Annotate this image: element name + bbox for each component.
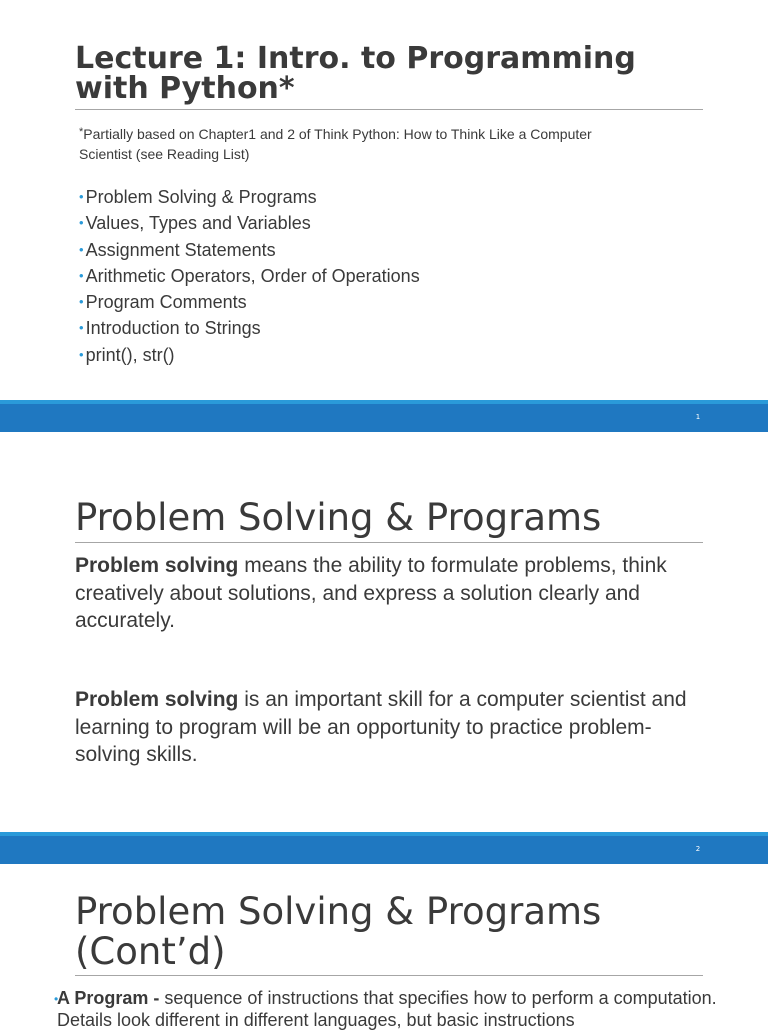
slide-title: Problem Solving & Programs <box>75 496 602 539</box>
bullet-icon: • <box>79 320 84 336</box>
page-number: 1 <box>695 413 701 421</box>
bullet-icon: • <box>79 346 84 362</box>
list-item <box>79 289 420 315</box>
footer-stripe <box>0 832 768 836</box>
paragraph <box>75 686 695 769</box>
slide-title-line-2: (Cont’d) <box>75 930 226 973</box>
paragraph-text: is an important skill for a computer scientist and learning to program will be an opportunity to practice problem-solving skills. <box>75 688 687 766</box>
footnote-mark: * <box>79 126 84 138</box>
title-divider <box>75 109 703 110</box>
slide-title: Lecture 1: Intro. to Programming with Python* <box>75 41 636 106</box>
footnote-line-1: Partially based on Chapter1 and 2 of Think Python: How to Think Like a Computer <box>83 126 592 142</box>
title-divider <box>75 975 703 976</box>
bullet-icon: • <box>79 267 84 283</box>
page-number: 2 <box>695 845 701 853</box>
list-item-text: Assignment Statements <box>85 239 276 260</box>
list-item <box>79 237 420 263</box>
list-item-text: Arithmetic Operators, Order of Operations <box>85 265 420 286</box>
slide-footer-bar <box>0 400 768 432</box>
bullet-icon: • <box>54 992 59 1006</box>
footnote <box>79 122 679 164</box>
list-item-text: Program Comments <box>85 292 247 313</box>
list-item <box>79 342 420 368</box>
list-item-text: print(), str() <box>85 344 175 365</box>
bullet-icon: • <box>79 189 84 204</box>
paragraph-text: sequence of instructions that specifies how to perform a computation. Details look different in different languages, but basic instructions <box>57 988 717 1030</box>
list-item <box>79 315 420 341</box>
topic-list <box>79 184 420 368</box>
list-item <box>79 184 420 210</box>
footnote-line-2: Scientist (see Reading List) <box>79 146 250 162</box>
bullet-icon: • <box>79 215 84 231</box>
slide-title-line-1: Problem Solving & Programs <box>75 890 602 933</box>
bold-term: Problem solving <box>75 688 239 711</box>
paragraph <box>75 552 695 635</box>
bullet-icon: • <box>79 241 84 257</box>
list-item-text: Introduction to Strings <box>85 318 261 339</box>
bullet-icon: • <box>79 294 84 310</box>
list-item <box>79 263 420 289</box>
slide-1 <box>0 0 768 400</box>
paragraph-text: means the ability to formulate problems, think creatively about solutions, and express a solution clearly and accurately. <box>75 554 667 632</box>
bold-term: Problem solving <box>75 554 239 577</box>
slide-footer-bar <box>0 832 768 864</box>
list-item-text: Values, Types and Variables <box>85 213 311 234</box>
list-item <box>79 210 420 236</box>
footer-stripe <box>0 400 768 404</box>
paragraph <box>54 987 737 1031</box>
list-item-text: Problem Solving & Programs <box>85 187 317 207</box>
slide-title <box>75 892 705 972</box>
title-divider <box>75 542 703 543</box>
bold-term: A Program - <box>57 988 160 1008</box>
